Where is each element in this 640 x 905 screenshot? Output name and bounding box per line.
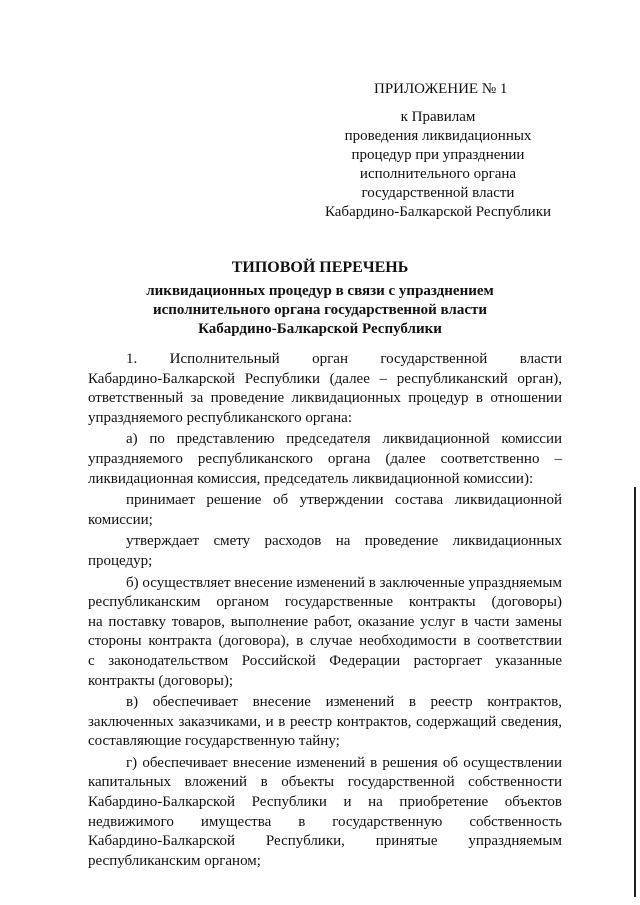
- text-line: упраздняемого республиканского органа (далее соответственно –: [88, 450, 562, 467]
- text-line: упраздняемого республиканского органа:: [88, 409, 352, 426]
- text-line: республиканским органом;: [88, 852, 261, 869]
- document-title: ТИПОВОЙ ПЕРЕЧЕНЬ: [231, 259, 409, 276]
- text-line: с законодательством Российской Федерации расторгает указанные: [88, 652, 562, 669]
- paragraph-approve-composition: [88, 491, 562, 530]
- appendix-subtitle: [316, 108, 560, 222]
- text-line: республиканским органом государственные контракты (договоры): [88, 594, 562, 611]
- text-line: в) обеспечивает внесение изменений в реестр контрактов,: [126, 694, 562, 711]
- paragraph-item-b: [88, 574, 562, 692]
- appendix-line: процедур при упразднении: [351, 147, 525, 163]
- scan-edge-line: [634, 487, 636, 897]
- document-subtitle: [120, 282, 520, 339]
- paragraph-item-a: [88, 430, 562, 489]
- text-line: на поставку товаров, выполнение работ, оказание услуг в части замены: [88, 613, 562, 630]
- paragraph-item-g: [88, 754, 562, 872]
- text-line: а) по представлению председателя ликвидационной комиссии: [126, 431, 562, 448]
- subtitle-line: Кабардино-Балкарской Республики: [198, 321, 442, 337]
- paragraph-item-1: [88, 350, 562, 428]
- text-line: Кабардино-Балкарской Республики (далее – республиканский орган),: [88, 370, 562, 387]
- appendix-line: к Правилам: [400, 109, 476, 125]
- appendix-line: Кабардино-Балкарской Республики: [324, 204, 552, 220]
- subtitle-line: исполнительного органа государственной власти: [152, 302, 488, 318]
- subtitle-line: ликвидационных процедур в связи с упразднением: [146, 283, 494, 299]
- text-line: принимает решение об утверждении состава ликвидационной: [126, 492, 562, 509]
- text-line: Кабардино-Балкарской Республики, принятые упраздняемым: [88, 833, 562, 850]
- paragraph-approve-budget: [88, 532, 562, 571]
- text-line: ответственный за проведение ликвидационных процедур в отношении: [88, 390, 562, 407]
- text-line: заключенных заказчиками, и в реестр контрактов, содержащий сведения,: [88, 713, 562, 730]
- text-line: капитальных вложений в объекты государственной собственности: [88, 774, 562, 791]
- paragraph-item-v: [88, 693, 562, 752]
- text-line: г) обеспечивает внесение изменений в решения об осуществлении: [126, 754, 562, 771]
- text-line: ликвидационная комиссия, председатель ликвидационной комиссии):: [88, 470, 534, 487]
- text-line: контракты (договоры);: [88, 672, 234, 689]
- text-line: составляющие государственную тайну;: [88, 733, 340, 750]
- document-body: [88, 350, 562, 873]
- text-line: стороны контракта (договора), в случае необходимости в соответствии: [88, 633, 562, 650]
- text-line: утверждает смету расходов на проведение ликвидационных: [126, 533, 562, 550]
- text-line: 1. Исполнительный орган государственной власти: [126, 351, 562, 367]
- appendix-title: ПРИЛОЖЕНИЕ № 1: [374, 81, 508, 97]
- text-line: недвижимого имущества в государственную собственность: [88, 813, 562, 830]
- text-line: процедур;: [88, 552, 153, 569]
- text-line: комиссии;: [88, 511, 153, 528]
- appendix-line: проведения ликвидационных: [344, 128, 532, 144]
- appendix-line: государственной власти: [361, 185, 515, 201]
- text-line: б) осуществляет внесение изменений в заключенные упраздняемым: [126, 574, 562, 591]
- appendix-line: исполнительного органа: [359, 166, 517, 182]
- text-line: Кабардино-Балкарской Республики и на приобретение объектов: [88, 794, 562, 811]
